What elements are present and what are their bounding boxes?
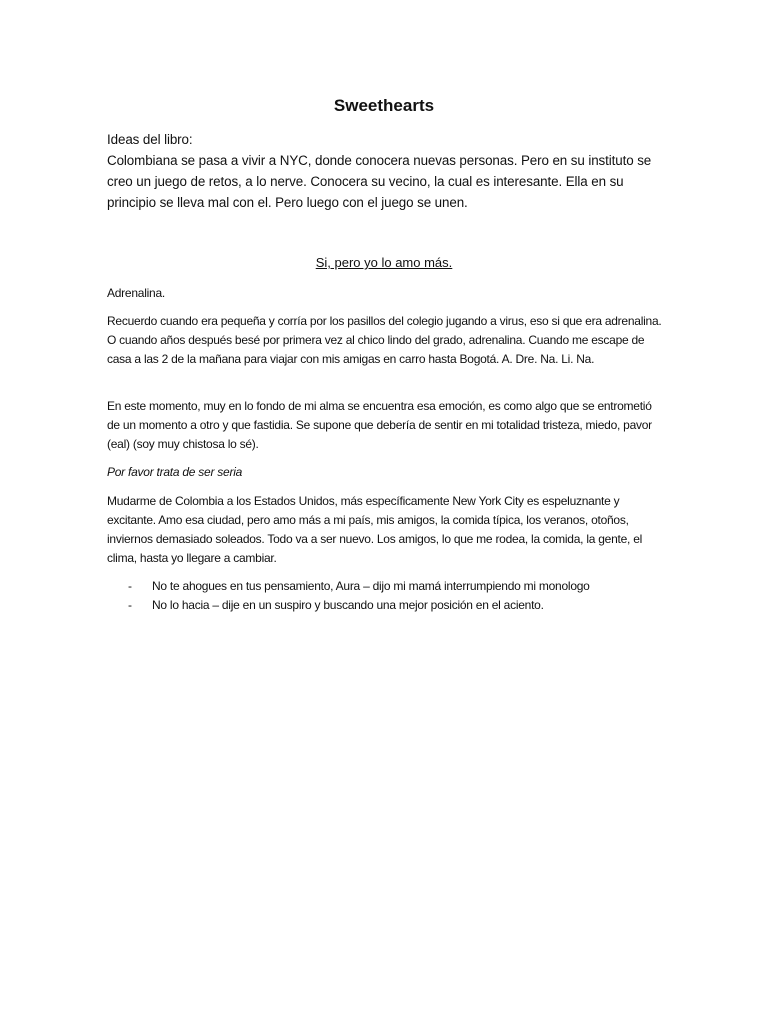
dialogue-line (107, 577, 667, 596)
paragraph-text: Recuerdo cuando era pequeña y corría por los pasillos del colegio jugando a virus, eso si que era adrenalina. O cuando años después besé por primera vez al chico lindo del grado, adrenalina. Cuando me escape de casa a las 2 de la mañana para viajar con mis amigas en carro hasta Bogotá. A. Dre. Na. Li. Na. (107, 314, 662, 366)
ideas-heading: Ideas del libro: (107, 132, 193, 147)
paragraph-text: Mudarme de Colombia a los Estados Unidos, más específicamente New York City es espeluznante y excitante. Amo esa ciudad, pero amo más a mi país, mis amigos, la comida típica, los veranos, otoños, inviernos demasiado soleados. Todo va a ser nuevo. Los amigos, lo que me rodea, la comida, la gente, el clima, hasta yo llegare a cambiar. (107, 494, 643, 565)
paragraph-text: Por favor trata de ser seria (107, 465, 243, 479)
chapter-title: Si, pero yo lo amo más. (315, 255, 453, 270)
dialogue-line (107, 596, 667, 615)
story-paragraph (107, 397, 667, 454)
story-paragraph (107, 492, 667, 568)
paragraph-text: Adrenalina. (107, 286, 165, 300)
paragraph-text: En este momento, muy en lo fondo de mi alma se encuentra esa emoción, es como algo que se entrometió de un momento a otro y que fastidia. Se supone que debería de sentir en mi totalidad tristeza, miedo, pavor (eal) (soy muy chistosa lo sé). (107, 399, 652, 451)
dialogue-dash: - (128, 579, 132, 593)
story-paragraph-italic (107, 463, 667, 482)
story-paragraph (107, 284, 667, 303)
dialogue-text: No te ahogues en tus pensamiento, Aura – dijo mi mamá interrumpiendo mi monologo (152, 579, 590, 593)
story-paragraph (107, 312, 667, 369)
book-ideas-section (107, 129, 667, 213)
dialogue-text: No lo hacia – dije en un suspiro y buscando una mejor posición en el aciento. (152, 598, 544, 612)
ideas-body: Colombiana se pasa a vivir a NYC, donde conocera nuevas personas. Pero en su instituto se creo un juego de retos, a lo nerve. Conocera su vecino, la cual es interesante. Ella en su principio se lleva mal con el. Pero luego con el juego se unen. (107, 153, 652, 210)
dialogue-list (107, 577, 667, 615)
document-title: Sweethearts (333, 96, 435, 115)
dialogue-dash: - (128, 598, 132, 612)
